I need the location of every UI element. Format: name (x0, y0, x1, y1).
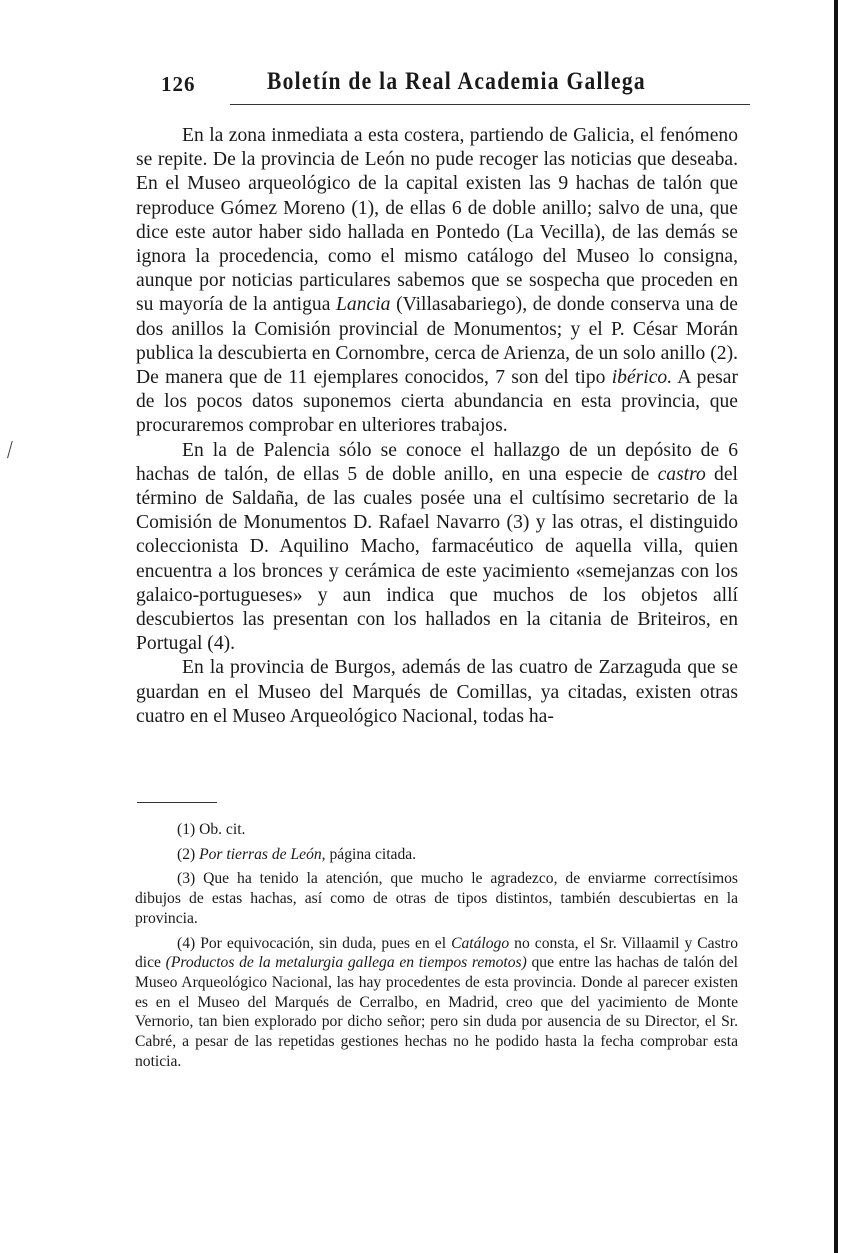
text-run: En la provincia de Burgos, además de las cuatro de Zarzaguda que se guardan en el Museo del Marqués de Comillas, ya citadas, existen otras cuatro en el Museo Arqueológico Nacional, todas ha- (136, 657, 738, 727)
text-run: (2) (177, 845, 200, 863)
text-run: En la zona inmediata a esta costera, partiendo de Galicia, el fenómeno se repite. De la provincia de León no pude recoger las noticias que deseaba. En el Museo arqueológico de la capital existen las 9 hachas de talón que reproduce Gómez Moreno (1), de ellas 6 de doble anillo; salvo de una, que dice este autor haber sido hallada en Pontedo (La Vecilla), de las demás se ignora la procedencia, como el mismo catálogo del Museo lo consigna, aunque por noticias particulares sabemos que se sospecha que proceden en su mayoría de la antigua (136, 125, 738, 316)
footnote-rule (137, 802, 217, 803)
italic-text: Por tierras de León, (199, 845, 326, 863)
italic-text: castro (657, 463, 706, 485)
scan-edge-line (834, 0, 838, 1253)
page-header (155, 66, 745, 106)
text-run: (4) Por equivocación, sin duda, pues en el (177, 934, 452, 952)
text-run: (3) Que ha tenido la atención, que mucho le agradezco, de enviarme correctísimos dibujos de estas hachas, así como de otras de tipos distintos, también descubiertas en la provincia. (135, 870, 738, 927)
text-run: (1) Ob. cit. (177, 821, 246, 838)
text-run: del término de Saldaña, de las cuales posée una el cultísimo secretario de la Comisión de Monumentos D. Rafael Navarro (3) y las otras, el distinguido coleccionista D. Aquilino Macho, farmacéutico de aquella villa, quien encuentra a los bronces y cerámica de este yacimiento «semejanzas con los galaico-portugueses» y aun indica que muchos de los objetos allí descubiertos las presentan con los hallados en la citania de Briteiros, en Portugal (4). (136, 463, 738, 655)
paragraph (136, 439, 738, 657)
italic-text: Lancia (336, 294, 391, 316)
running-title: Boletín de la Real Academia Gallega (267, 68, 646, 95)
scan-margin-mark: ⟋ (0, 438, 21, 462)
text-run: (Villasabariego), de donde conserva una de dos anillos la Comisión provincial de Monumentos; y el P. César Morán publica la descubierta en Cornombre, cerca de Arienza, de un solo anillo (2). De manera que de 11 ejemplares conocidos, 7 son del tipo (136, 294, 738, 389)
italic-text: ibérico. (611, 367, 673, 389)
paragraph (136, 124, 738, 439)
footnote (135, 869, 738, 928)
footnote (135, 934, 738, 1072)
body-text (136, 124, 738, 729)
text-run: que entre las hachas de talón del Museo Arqueológico Nacional, las hay procedentes de esta provincia. Donde al parecer existen es en el Museo del Marqués de Cerralbo, en Madrid, creo que del yacimiento de Monte Vernorio, tan bien explorado por dicho señor; pero sin duda por ausencia de su Director, el Sr. Cabré, a pesar de las repetidas gestiones hechas no he podido hasta la fecha comprobar esta noticia. (135, 954, 739, 1070)
footnotes (135, 820, 738, 1076)
page-number: 126 (161, 72, 196, 96)
text-run: En la de Palencia sólo se conoce el hallazgo de un depósito de 6 hachas de talón, de ellas 5 de doble anillo, en una especie de (136, 439, 738, 485)
text-run: A pesar de los pocos datos suponemos cierta abundancia en esta provincia, que procuraremos comprobar en ulteriores trabajos. (136, 367, 738, 437)
italic-text: (Productos de la metalurgia gallega en tiempos remotos) (165, 954, 527, 972)
footnote (135, 820, 738, 840)
italic-text: Catálogo (451, 934, 510, 952)
header-rule (230, 104, 750, 105)
footnote (135, 845, 738, 865)
paragraph (136, 656, 738, 729)
text-run: página citada. (325, 845, 417, 863)
text-run: no consta, el Sr. Villaamil y Castro dice (135, 934, 738, 972)
